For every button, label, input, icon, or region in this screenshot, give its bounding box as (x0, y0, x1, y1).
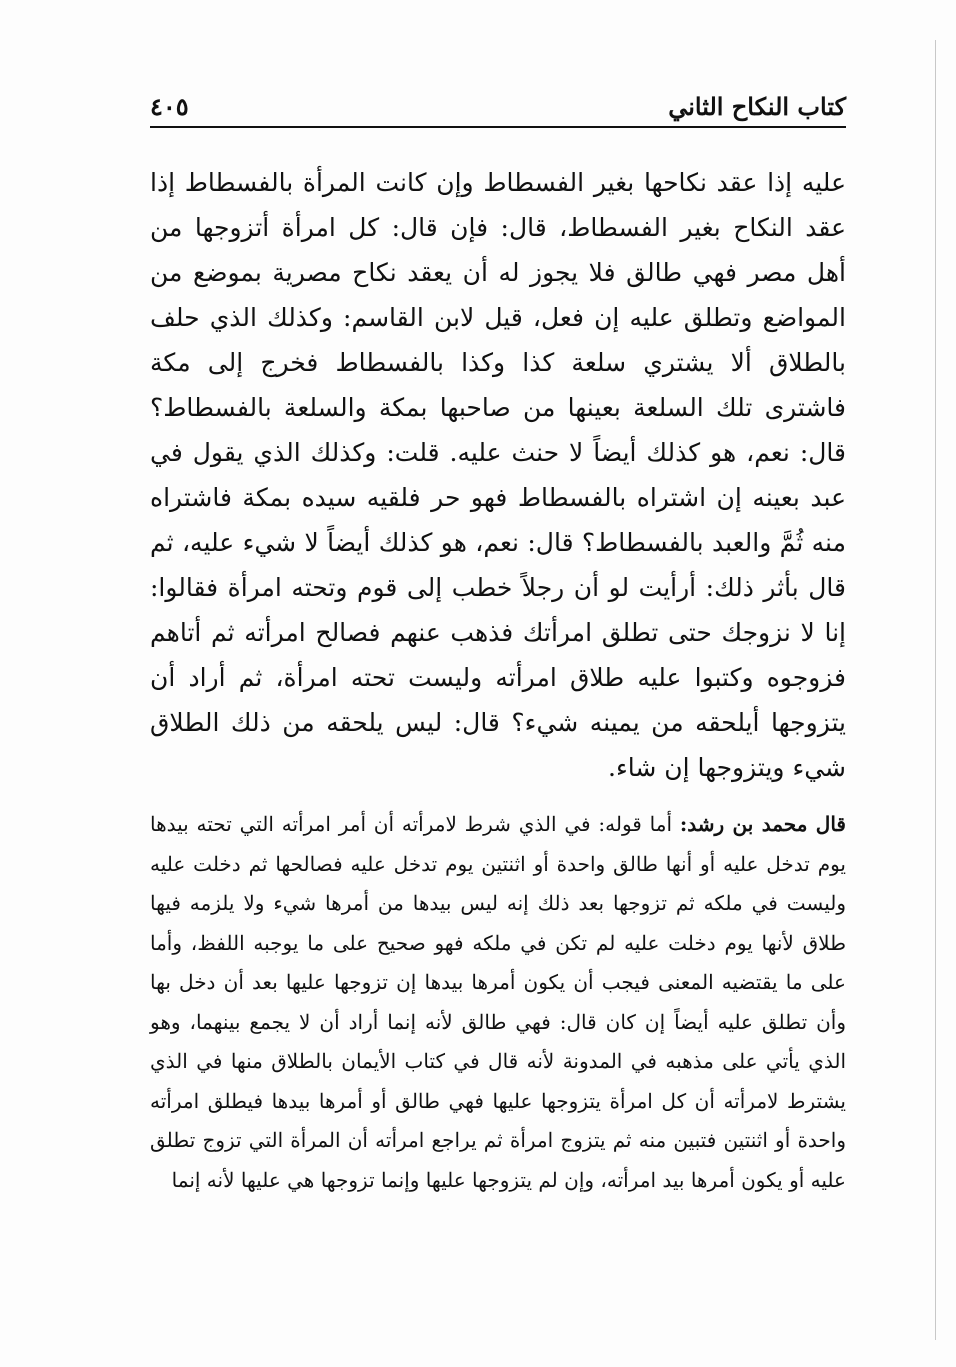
commentary-text: أما قوله: في الذي شرط لامرأته أن أمر امرأته التي تحته بيدها يوم تدخل عليه أو أنها طالق واحدة أو اثنتين يوم تدخل عليه فصالحها ثم دخلت عليه وليست في ملكه ثم تزوجها بعد ذلك إنه ليس بيدها من أمرها شيء ولا يلزمه فيها طلاق لأنها يوم دخلت عليه لم تكن في ملكه فهو صحيح على ما يوجبه اللفظ، وأما على ما يقتضيه المعنى فيجب أن يكون أمرها بيدها إن تزوجها عليها بعد أن دخل بها وأن تطلق عليه أيضاً إن كان قال: فهي طالق لأنه إنما أراد أن لا يجمع بينهما، وهو الذي يأتي على مذهبه في المدونة لأنه قال في كتاب الأيمان بالطلاق منها في الذي يشترط لامرأته أن كل امرأة يتزوجها عليها فهي طالق أو أمرها بيدها فيطلق امرأته واحدة أو اثنتين فتبين منه ثم يتزوج امرأة ثم يراجع امرأته أن المرأة التي تزوج تطلق عليه أو يكون أمرها بيد امرأته، وإن لم يتزوجها عليها وإنما تزوجها هي عليها لأنه إنما (150, 812, 846, 1192)
page-edge-line (935, 40, 936, 1340)
main-text-paragraph: عليه إذا عقد نكاحها بغير الفسطاط وإن كانت المرأة بالفسطاط إذا عقد النكاح بغير الفسطاط، قال: فإن قال: كل امرأة أتزوجها من أهل مصر فهي طالق فلا يجوز له أن يعقد نكاح مصرية بموضع من المواضع وتطلق عليه إن فعل، قيل لابن القاسم: وكذلك الذي حلف بالطلاق ألا يشتري سلعة كذا وكذا بالفسطاط فخرج إلى مكة فاشترى تلك السلعة بعينها من صاحبها بمكة والسلعة بالفسطاط؟ قال: نعم، هو كذلك أيضاً لا حنث عليه. قلت: وكذلك الذي يقول في عبد بعينه إن اشتراه بالفسطاط فهو حر فلقيه سيده بمكة فاشتراه منه ثُمَّ والعبد بالفسطاط؟ قال: نعم، هو كذلك أيضاً لا شيء عليه، ثم قال بأثر ذلك: أرأيت لو أن رجلاً خطب إلى قوم وتحته امرأة فقالوا: إنا لا نزوجك حتى تطلق امرأتك فذهب عنهم فصالح امرأته ثم أتاهم فزوجوه وكتبوا عليه طلاق امرأته وليست تحته امرأة، ثم أراد أن يتزوجها أيلحقه من يمينه شيء؟ قال: ليس يلحقه من ذلك الطلاق شيء ويتزوجها إن شاء. (150, 168, 846, 782)
header-rule (150, 126, 846, 128)
running-title: كتاب النكاح الثاني (668, 92, 846, 121)
page-header (150, 92, 846, 126)
page-number: ٤٠٥ (150, 92, 189, 121)
commentary-paragraph (150, 805, 846, 1200)
commentary-speaker: قال محمد بن رشد: (679, 812, 846, 836)
